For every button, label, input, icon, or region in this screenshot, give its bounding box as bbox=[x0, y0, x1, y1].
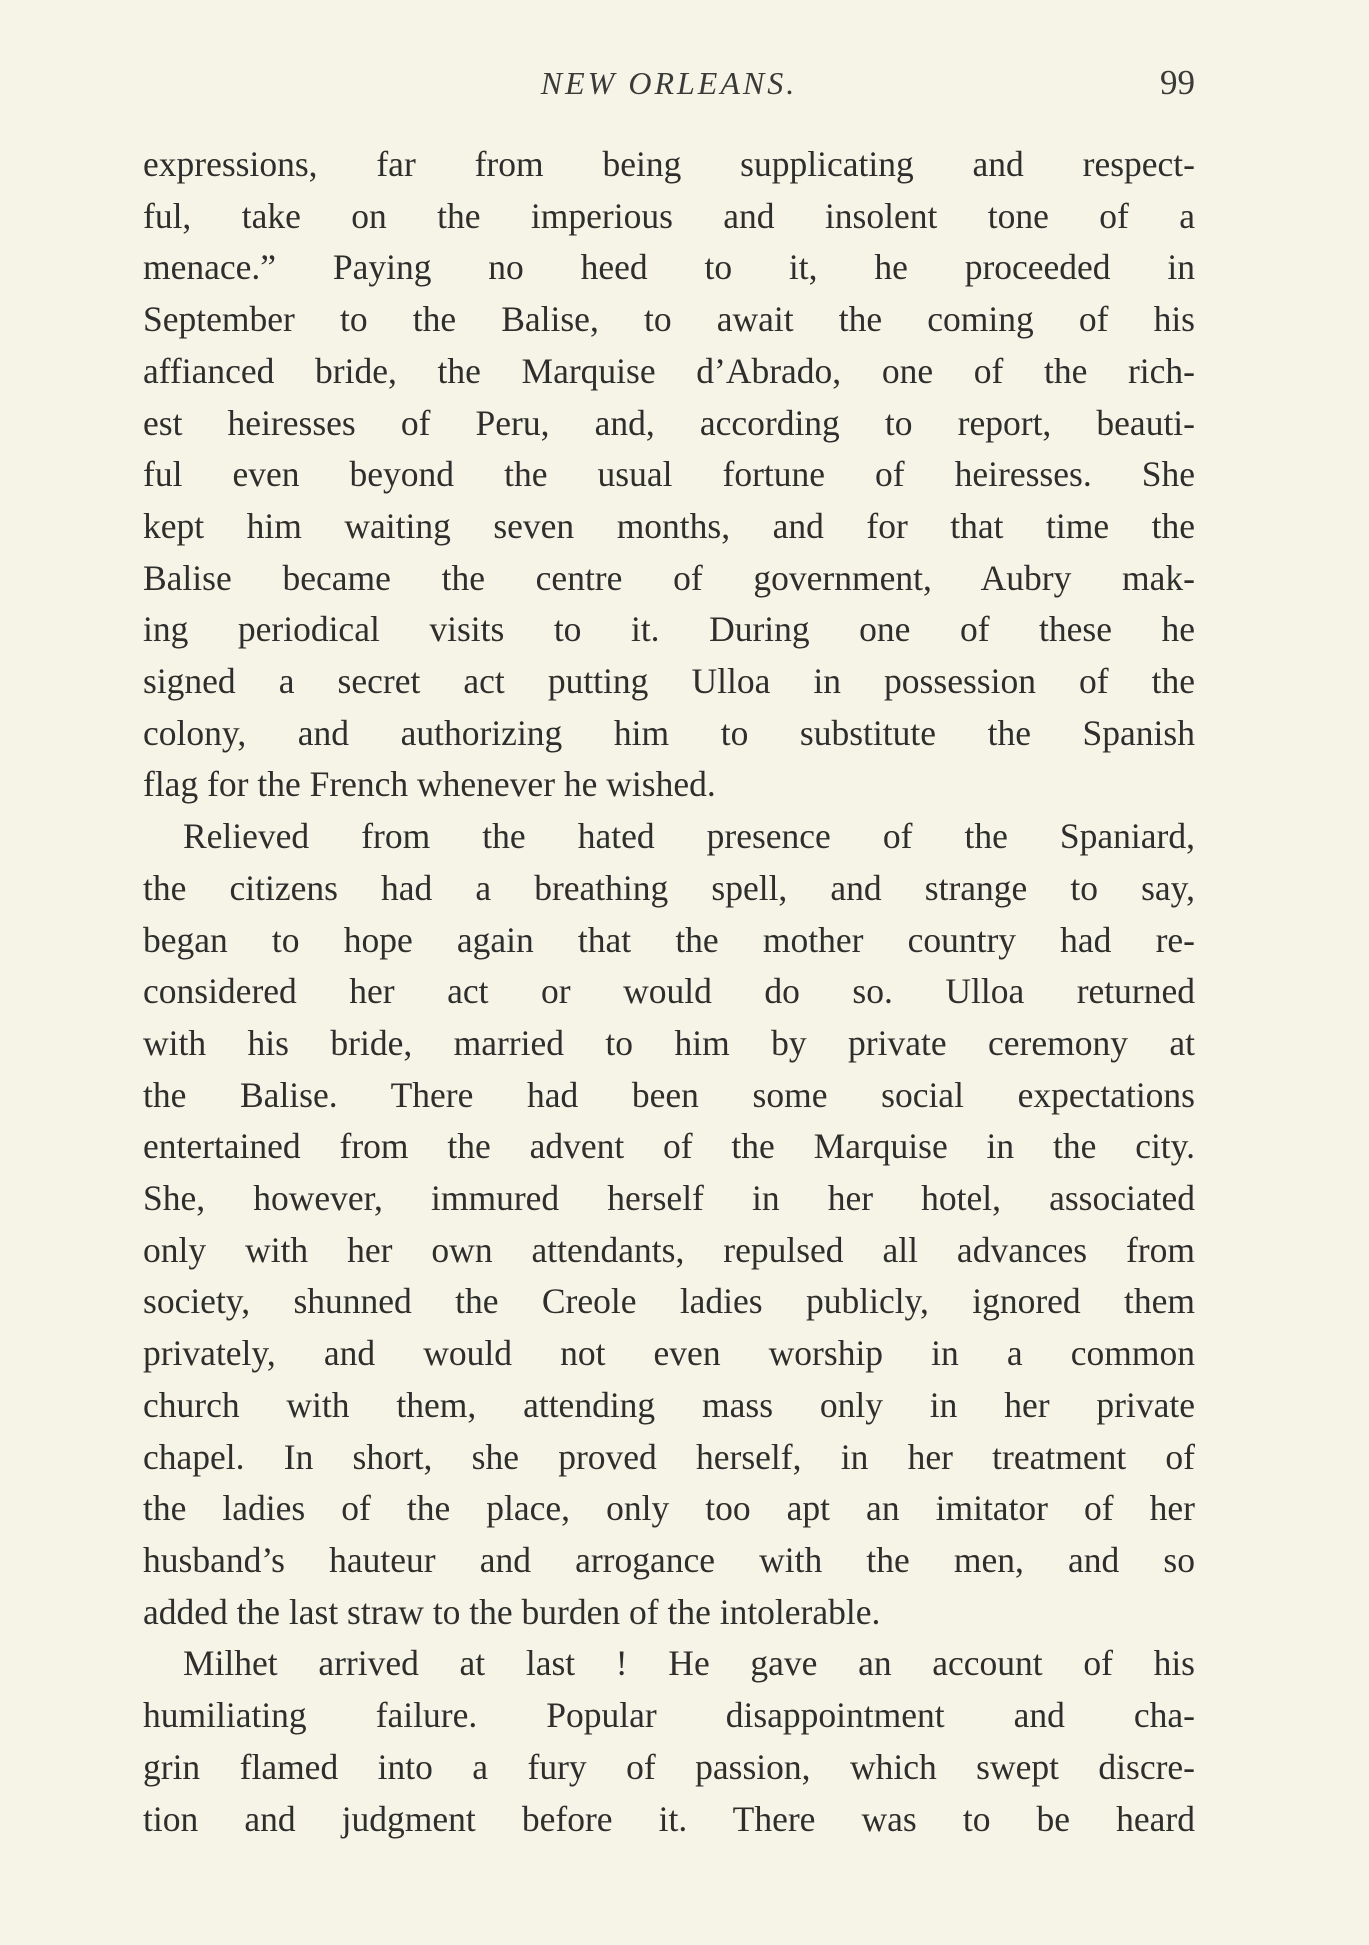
text-line: flag for the French whenever he wished. bbox=[143, 764, 716, 805]
text-line: affianced bride, the Marquise d’Abrado, one of the rich- bbox=[143, 350, 1195, 391]
text-line: husband’s hauteur and arrogance with the men, and so bbox=[143, 1539, 1195, 1580]
text-line: est heiresses of Peru, and, according to report, beauti- bbox=[143, 402, 1195, 443]
body-text bbox=[143, 139, 1195, 1845]
paragraph bbox=[143, 811, 1195, 1638]
text-line: society, shunned the Creole ladies publicly, ignored them bbox=[143, 1281, 1195, 1322]
text-line: privately, and would not even worship in a common bbox=[143, 1333, 1195, 1374]
text-line: grin flamed into a fury of passion, which swept discre- bbox=[143, 1746, 1195, 1787]
text-line: Balise became the centre of government, Aubry mak- bbox=[143, 557, 1195, 598]
text-line: colony, and authorizing him to substitute the Spanish bbox=[143, 712, 1195, 753]
text-line: She, however, immured herself in her hotel, associated bbox=[143, 1178, 1195, 1219]
text-line: kept him waiting seven months, and for that time the bbox=[143, 505, 1195, 546]
running-title: NEW ORLEANS. bbox=[540, 65, 798, 101]
text-line: the Balise. There had been some social expectations bbox=[143, 1074, 1195, 1115]
text-line: ing periodical visits to it. During one of these he bbox=[143, 609, 1195, 650]
text-line: with his bride, married to him by private ceremony at bbox=[143, 1022, 1195, 1063]
text-line: Relieved from the hated presence of the Spaniard, bbox=[183, 816, 1195, 857]
text-line: began to hope again that the mother country had re- bbox=[143, 919, 1195, 960]
text-line: the citizens had a breathing spell, and strange to say, bbox=[143, 867, 1195, 908]
text-line: Milhet arrived at last ! He gave an account of his bbox=[183, 1643, 1195, 1684]
running-head bbox=[143, 58, 1195, 108]
text-line: chapel. In short, she proved herself, in her treatment of bbox=[143, 1436, 1195, 1477]
text-line: September to the Balise, to await the coming of his bbox=[143, 299, 1195, 340]
text-line: church with them, attending mass only in her private bbox=[143, 1384, 1195, 1425]
text-line: entertained from the advent of the Marquise in the city. bbox=[143, 1126, 1195, 1167]
page-number: 99 bbox=[1160, 63, 1195, 102]
text-line: menace.” Paying no heed to it, he proceeded in bbox=[143, 247, 1195, 288]
text-line: ful even beyond the usual fortune of heiresses. She bbox=[143, 454, 1195, 495]
text-line: only with her own attendants, repulsed all advances from bbox=[143, 1229, 1195, 1270]
text-line: added the last straw to the burden of the intolerable. bbox=[143, 1591, 881, 1632]
text-line: humiliating failure. Popular disappointment and cha- bbox=[143, 1695, 1195, 1736]
text-line: the ladies of the place, only too apt an imitator of her bbox=[143, 1488, 1195, 1529]
text-line: ful, take on the imperious and insolent tone of a bbox=[143, 195, 1195, 236]
text-line: tion and judgment before it. There was to be heard bbox=[143, 1798, 1195, 1839]
text-line: expressions, far from being supplicating and respect- bbox=[143, 144, 1195, 184]
text-line: signed a secret act putting Ulloa in possession of the bbox=[143, 661, 1195, 702]
paragraph bbox=[143, 1638, 1195, 1845]
paragraph bbox=[143, 139, 1195, 811]
text-line: considered her act or would do so. Ulloa returned bbox=[143, 971, 1195, 1012]
